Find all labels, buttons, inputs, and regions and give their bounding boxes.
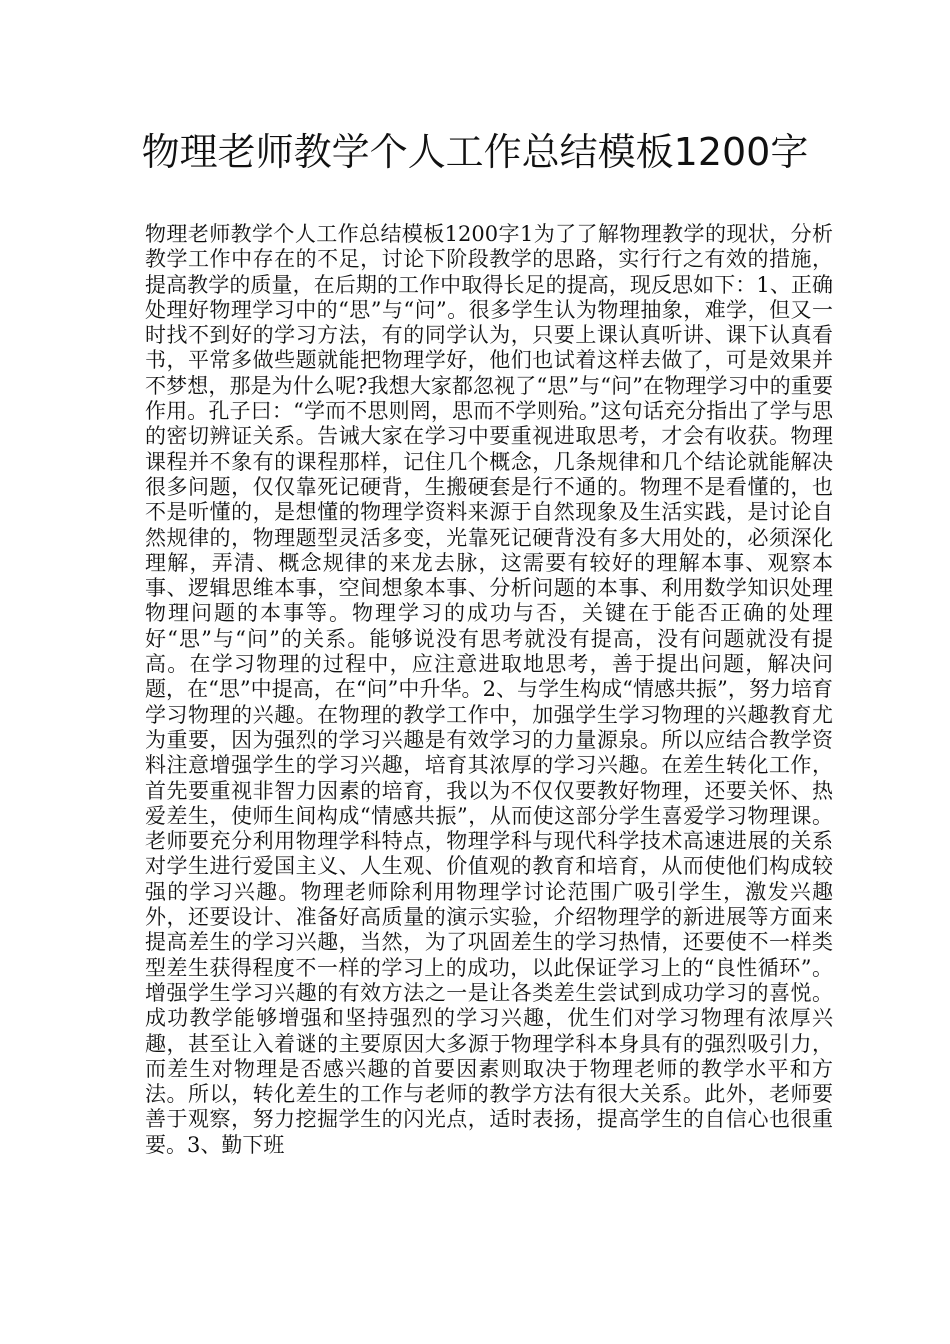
document-title: 物理老师教学个人工作总结模板1200字 xyxy=(141,130,809,174)
document-body: 物理老师教学个人工作总结模板1200字1为了了解物理教学的现状，分析教学工作中存在的不足，讨论下阶段教学的思路，实行行之有效的措施，提高教学的质量，在后期的工作中取得长足的提高，现反思如下：1、正确处理好物理学习中的“思”与“问”。很多学生认为物理抽象，难学，但又一时找不到好的学习方法，有的同学认为，只要上课认真听讲、课下认真看书，平常多做些题就能把物理学好，他们也试着这样去做了，可是效果并不梦想，那是为什么呢?我想大家都忽视了“思”与“问”在物理学习中的重要作用。孔子曰：“学而不思则罔，思而不学则殆。”这句话充分指出了学与思的密切辨证关系。告诫大家在学习中要重视进取思考，才会有收获。物理课程并不象有的课程那样，记住几个概念，几条规律和几个结论就能解决很多问题，仅仅靠死记硬背，生搬硬套是行不通的。物理不是看懂的，也不是听懂的，是想懂的物理学资料来源于自然现象及生活实践，是讨论自然规律的，物理题型灵活多变，光靠死记硬背没有多大用处的，必须深化理解，弄清、概念规律的来龙去脉，这需要有较好的理解本事、观察本事、逻辑思维本事，空间想象本事、分析问题的本事、利用数学知识处理物理问题的本事等。物理学习的成功与否，关键在于能否正确的处理好“思”与“问”的关系。能够说没有思考就没有提高，没有问题就没有提高。在学习物理的过程中，应注意进取地思考，善于提出问题，解决问题，在“思”中提高，在“问”中升华。2、与学生构成“情感共振”，努力培育学习物理的兴趣。在物理的教学工作中，加强学生学习物理的兴趣教育尤为重要，因为强烈的学习兴趣是有效学习的力量源泉。所以应结合教学资料注意增强学生的学习兴趣，培育其浓厚的学习兴趣。在差生转化工作，首先要重视非智力因素的培育，我以为不仅仅要教好物理，还要关怀、热爱差生，使师生间构成“情感共振”，从而使这部分学生喜爱学习物理课。老师要充分利用物理学科特点，物理学科与现代科学技术高速进展的关系对学生进行爱国主义、人生观、价值观的教育和培育，从而使他们构成较强的学习兴趣。物理老师除利用物理学讨论范围广吸引学生，激发兴趣外，还要设计、准备好高质量的演示实验，介绍物理学的新进展等方面来提高差生的学习兴趣，当然，为了巩固差生的学习热情，还要使不一样类型差生获得程度不一样的学习上的成功，以此保证学习上的“良性循环”。增强学生学习兴趣的有效方法之一是让各类差生尝试到成功学习的喜悦。成功教学能够增强和坚持强烈的学习兴趣，优生们对学习物理有浓厚兴趣，甚至让入着谜的主要原因大多源于物理学科本身具有的强烈吸引力，而差生对物理是否感兴趣的首要因素则取决于物理老师的教学水平和方法。所以，转化差生的工作与老师的教学方法有很大关系。此外，老师要善于观察，努力挖掘学生的闪光点，适时表扬，提高学生的自信心也很重要。3、勤下班 xyxy=(145,222,833,1157)
